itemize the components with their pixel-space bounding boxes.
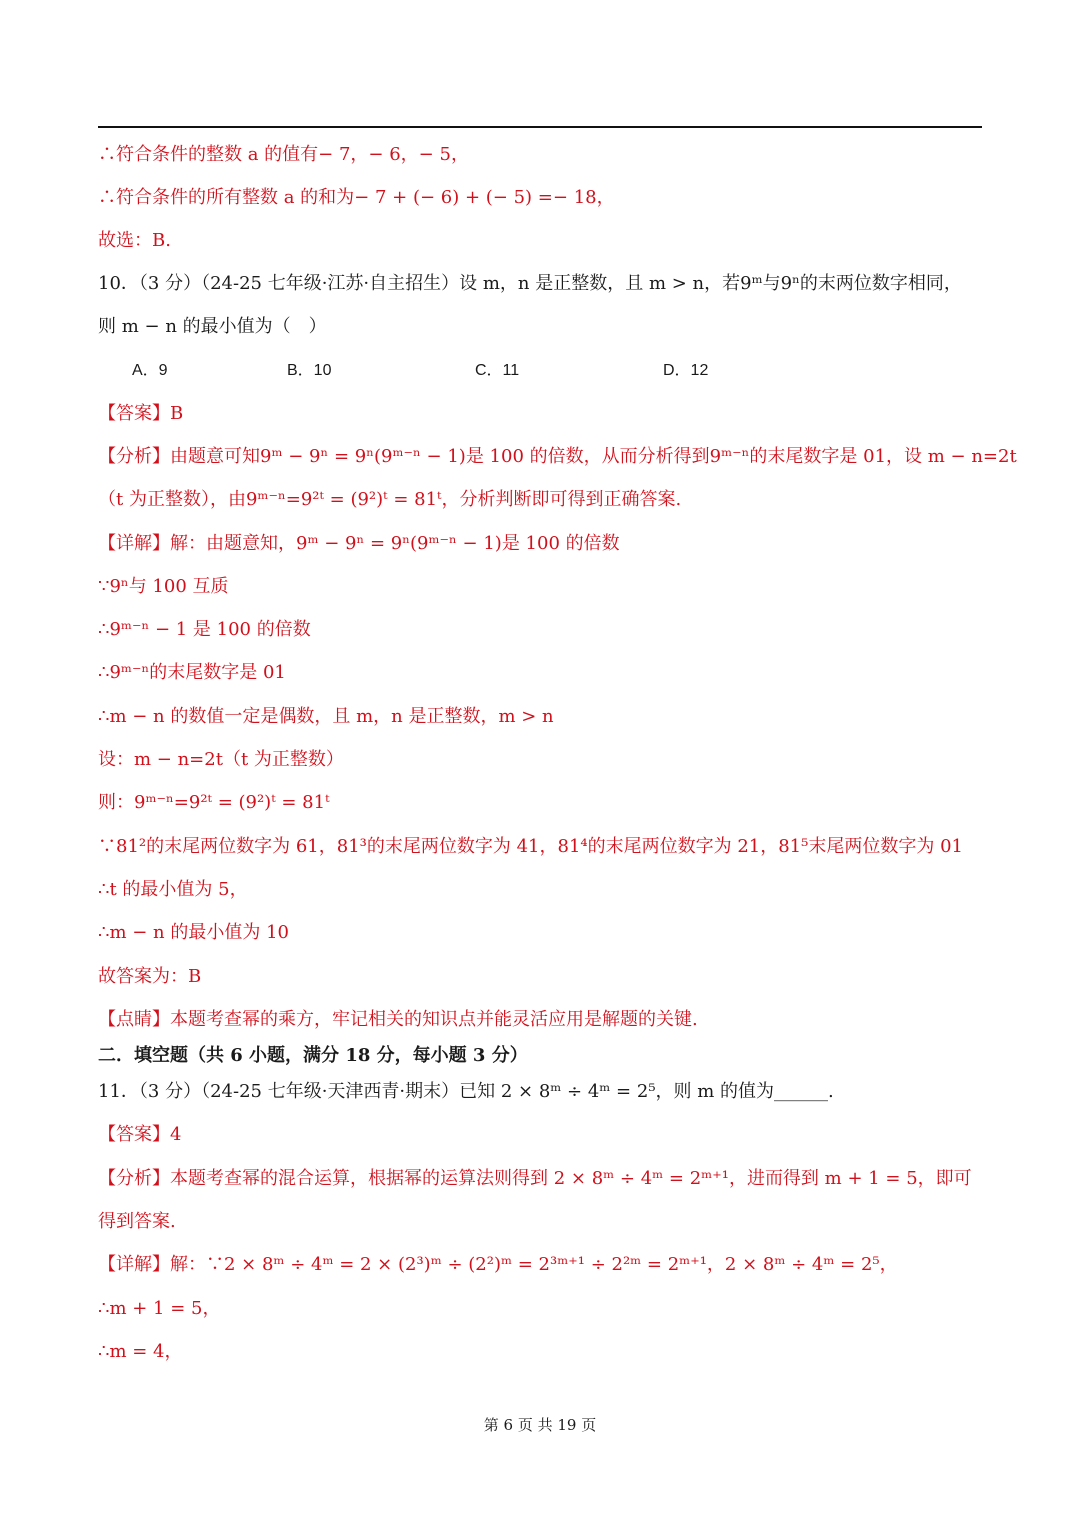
question-11-stem: 11．（3 分）（24-25 七年级·天津西青·期末）已知 2 × 8ᵐ ÷ 4ᵐ = 2⁵，则 m 的值为______. [98,1081,834,1102]
detail-11: ∴m = 4， [98,1341,183,1362]
detail-10: ∴9ᵐ⁻ⁿ的末尾数字是 01 [98,662,286,683]
answer-10: 【答案】B [98,403,184,424]
detail-10: 设：m − n=2t（t 为正整数） [98,749,344,770]
option-b: B．10 [287,362,332,379]
solution-line: ∴符合条件的整数 a 的值有− 7，− 6，− 5， [98,144,469,165]
comment-10: 【点睛】本题考查幂的乘方，牢记相关的知识点并能灵活应用是解题的关键. [98,1009,698,1030]
option-d: D．12 [663,362,709,379]
question-10-stem: 则 m − n 的最小值为（ ） [98,316,327,337]
page-number: 第 6 页 共 19 页 [483,1416,597,1434]
option-c: C．11 [475,362,520,379]
detail-10: 则：9ᵐ⁻ⁿ=9²ᵗ = (9²)ᵗ = 81ᵗ [98,792,330,813]
detail-10: ∴t 的最小值为 5， [98,879,248,900]
header-rule [98,126,982,128]
detail-10: ∴m − n 的数值一定是偶数，且 m，n 是正整数，m > n [98,706,554,727]
detail-10: 故答案为：B [98,966,202,987]
question-10-stem: 10．（3 分）（24-25 七年级·江苏·自主招生）设 m，n 是正整数，且 m > n，若9ᵐ与9ⁿ的末两位数字相同， [98,273,962,294]
detail-10: ∴m − n 的最小值为 10 [98,922,289,943]
detail-11: 【详解】解：∵2 × 8ᵐ ÷ 4ᵐ = 2 × (2³)ᵐ ÷ (2²)ᵐ = 2³ᵐ⁺¹ ÷ 2²ᵐ = 2ᵐ⁺¹，2 × 8ᵐ ÷ 4ᵐ = 2⁵， [98,1254,898,1275]
analysis-11: 得到答案. [98,1211,176,1232]
detail-10: 【详解】解：由题意知，9ᵐ − 9ⁿ = 9ⁿ(9ᵐ⁻ⁿ − 1)是 100 的倍数 [98,533,620,554]
analysis-11: 【分析】本题考查幂的混合运算，根据幂的运算法则得到 2 × 8ᵐ ÷ 4ᵐ = 2ᵐ⁺¹，进而得到 m + 1 = 5，即可 [98,1168,972,1189]
analysis-10: 【分析】由题意可知9ᵐ − 9ⁿ = 9ⁿ(9ᵐ⁻ⁿ − 1)是 100 的倍数，从而分析得到9ᵐ⁻ⁿ的末尾数字是 01，设 m − n=2t [98,446,1017,467]
answer-11: 【答案】4 [98,1124,182,1145]
analysis-10: （t 为正整数），由9ᵐ⁻ⁿ=9²ᵗ = (9²)ᵗ = 81ᵗ，分析判断即可得到正确答案. [98,489,682,510]
detail-10: ∵9ⁿ与 100 互质 [98,576,229,597]
detail-10: ∵81²的末尾两位数字为 61，81³的末尾两位数字为 41，81⁴的末尾两位数字为 21，81⁵末尾两位数字为 01 [98,836,963,857]
section-heading: 二．填空题（共 6 小题，满分 18 分，每小题 3 分） [98,1045,528,1066]
solution-line: ∴符合条件的所有整数 a 的和为− 7 + (− 6) + (− 5) =− 18， [98,187,615,208]
detail-11: ∴m + 1 = 5， [98,1298,221,1319]
option-a: A．9 [132,362,168,379]
detail-10: ∴9ᵐ⁻ⁿ − 1 是 100 的倍数 [98,619,311,640]
solution-line: 故选：B. [98,230,171,251]
